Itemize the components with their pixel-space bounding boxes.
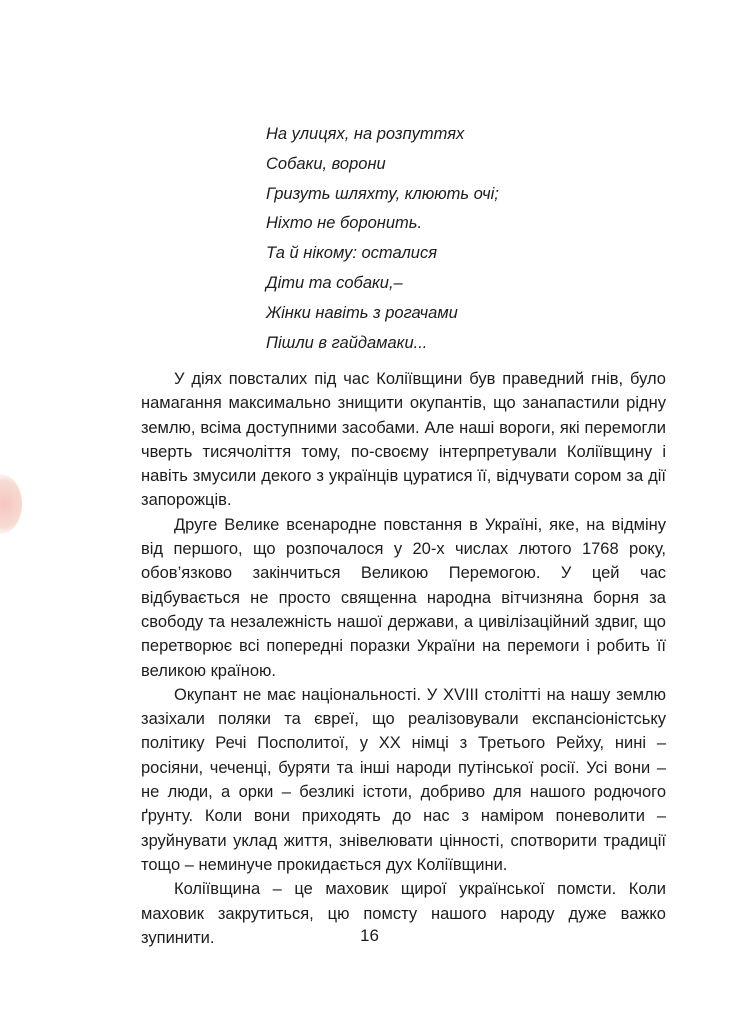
paragraph: Друге Велике всенародне повстання в Україні, яке, на відміну від першого, що розпочалося у 20-х числах лютого 1768 року, обов’язково закінчиться Великою Перемогою. У цей час відбувається не просто священна народна вітчизняна борня за свободу та незалежність нашої держави, а цивілізаційний здвиг, що перетворює всі попередні поразки України на перемоги і робить її великою країною. (141, 515, 666, 680)
body-text (141, 367, 666, 950)
page-number: 16 (360, 926, 379, 945)
poem-line: Ніхто не боронить. (266, 214, 423, 233)
poem-line: Собаки, ворони (266, 154, 386, 173)
poem-line: Гризуть шляхту, клюють очі; (266, 184, 499, 203)
page-edge-mark (0, 474, 22, 534)
poem-line: На улицях, на розпуттях (266, 125, 465, 143)
poem-line: Діти та собаки,– (266, 273, 403, 292)
poem-line: Жінки навіть з рогачами (266, 303, 458, 322)
paragraph: Окупант не має національності. У XVIII столітті на нашу землю зазіхали поляки та євреї, що реалізовували експансіоністську політику Речі Посполитої, у XX німці з Третього Рейху, нині – росіяни, чеченці, буряти та інші народи путінської росії. Усі вони – не люди, а орки – безликі істоти, добриво для нашого родючого ґрунту. Коли вони приходять до нас з наміром поневолити – зруйнувати уклад життя, знівелювати цінності, спотворити традиції тощо – неминуче прокидається дух Коліївщини. (141, 685, 666, 874)
poem-line: Пішли в гайдамаки... (266, 333, 428, 352)
paragraph: У діях повсталих під час Коліївщини був праведний гнів, було намагання максимально знищити окупантів, що занапастили рідну землю, всіма доступними засобами. Але наші вороги, які перемогли чверть тисячоліття тому, по-своєму інтерпретували Коліївщину і навіть змусили декого з українців цуратися її, відчувати сором за дії запорожців. (141, 370, 666, 510)
paragraph: Коліївщина – це маховик щирої української помсти. Коли маховик закрутиться, цю помсту нашого народу дуже важко зупинити. (141, 880, 666, 947)
poem-excerpt (266, 120, 499, 358)
poem-line: Та й нікому: осталися (266, 244, 438, 263)
